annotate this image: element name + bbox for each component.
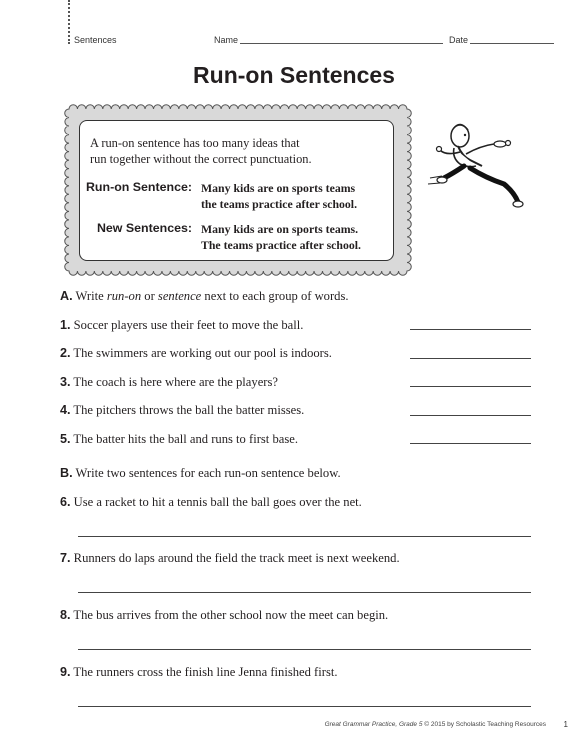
copyright-text: © 2015 by Scholastic Teaching Resources <box>422 721 546 728</box>
question-text: Soccer players use their feet to move the ball. <box>70 318 304 332</box>
section-label: Sentences <box>74 35 117 45</box>
question-text: The coach is here where are the players? <box>70 375 278 389</box>
answer-line-1[interactable] <box>410 329 531 330</box>
question-text: The runners cross the finish line Jenna finished first. <box>70 665 338 679</box>
question-8 <box>60 608 388 623</box>
definition-line-1: A run-on sentence has too many ideas that <box>90 136 300 150</box>
part-b-letter: B. <box>60 466 73 480</box>
part-b-text: Write two sentences for each run-on sentence below. <box>72 466 341 480</box>
runon-example-line-1: Many kids are on sports teams <box>201 181 356 195</box>
copyright-footer <box>325 721 546 728</box>
runon-example-line-2: the teams practice after school. <box>201 197 358 211</box>
question-number: 9. <box>60 665 71 679</box>
part-b-instruction <box>60 466 341 481</box>
question-2 <box>60 346 332 361</box>
question-text: The bus arrives from the other school now the meet can begin. <box>70 608 389 622</box>
runner-illustration-icon <box>424 122 524 212</box>
part-a-instruction <box>60 289 349 304</box>
question-number: 5. <box>60 432 71 446</box>
part-a-text-1: Write <box>72 289 107 303</box>
runon-label: Run-on Sentence: <box>85 180 192 194</box>
question-7 <box>60 551 400 566</box>
page-margin-dots <box>68 0 70 44</box>
answer-line-6[interactable] <box>78 536 531 537</box>
page-title: Run-on Sentences <box>193 62 395 88</box>
date-label: Date <box>449 35 469 45</box>
question-number: 2. <box>60 346 71 360</box>
question-number: 8. <box>60 608 71 622</box>
date-field[interactable] <box>470 43 554 44</box>
answer-line-9[interactable] <box>78 706 531 707</box>
name-label: Name <box>214 35 239 45</box>
book-title: Great Grammar Practice, Grade 5 <box>324 721 423 728</box>
answer-line-7[interactable] <box>78 592 531 593</box>
answer-line-3[interactable] <box>410 386 531 387</box>
part-a-text-3: next to each group of words. <box>201 289 349 303</box>
part-a-term-runon: run-on <box>106 289 142 303</box>
question-number: 6. <box>60 495 71 509</box>
question-4 <box>60 403 304 418</box>
part-a-term-sentence: sentence <box>157 289 202 303</box>
question-text: Runners do laps around the field the track meet is next weekend. <box>70 551 400 565</box>
new-sentences-line-2: The teams practice after school. <box>201 238 361 252</box>
question-6 <box>60 495 362 510</box>
question-5 <box>60 432 298 447</box>
page-number: 1 <box>563 720 568 729</box>
new-sentences-label: New Sentences: <box>96 221 192 235</box>
question-number: 7. <box>60 551 71 565</box>
question-number: 3. <box>60 375 71 389</box>
question-text: The batter hits the ball and runs to first base. <box>70 432 298 446</box>
answer-line-8[interactable] <box>78 649 531 650</box>
question-text: Use a racket to hit a tennis ball the ball goes over the net. <box>70 495 362 509</box>
question-9 <box>60 665 338 680</box>
question-number: 4. <box>60 403 71 417</box>
definition-line-2: run together without the correct punctuation. <box>90 152 312 166</box>
question-text: The swimmers are working out our pool is indoors. <box>70 346 332 360</box>
new-sentences-line-1: Many kids are on sports teams. <box>201 222 359 236</box>
answer-line-4[interactable] <box>410 415 531 416</box>
part-a-letter: A. <box>60 289 73 303</box>
answer-line-5[interactable] <box>410 443 531 444</box>
question-number: 1. <box>60 318 71 332</box>
answer-line-2[interactable] <box>410 358 531 359</box>
name-field[interactable] <box>240 43 443 44</box>
part-a-text-2: or <box>141 289 158 303</box>
question-3 <box>60 375 278 390</box>
question-text: The pitchers throws the ball the batter misses. <box>70 403 305 417</box>
question-1 <box>60 318 303 333</box>
